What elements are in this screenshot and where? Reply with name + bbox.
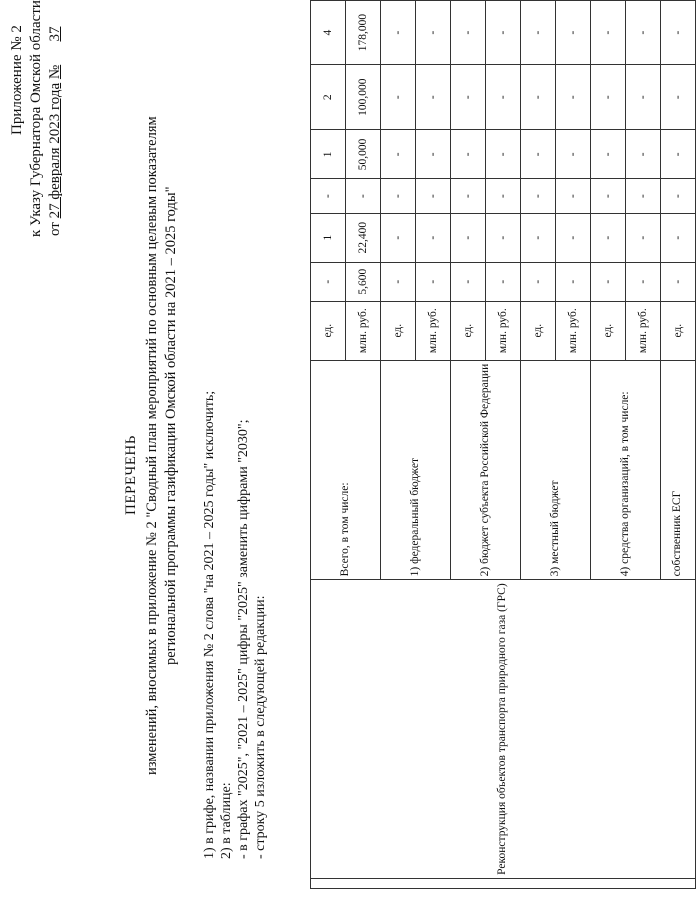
value-cell: - (591, 1, 626, 65)
value-cell: - (451, 1, 486, 65)
unit-cell: ед. (591, 301, 626, 360)
appendix-number-label: № (47, 64, 63, 80)
value-cell: - (381, 130, 416, 179)
value-cell: - (521, 179, 556, 213)
funding-source-label: Всего, в том числе: (311, 360, 381, 580)
value-cell: - (591, 262, 626, 301)
value-cell: - (521, 213, 556, 262)
value-cell: - (661, 179, 696, 213)
value-cell: - (416, 179, 451, 213)
value-cell: - (346, 179, 381, 213)
unit-cell: млн. руб. (556, 301, 591, 360)
value-cell: - (661, 65, 696, 130)
document-title: ПЕРЕЧЕНЬ (123, 435, 139, 515)
value-cell: - (661, 1, 696, 65)
value-cell: - (626, 130, 661, 179)
value-cell: 50,000 (346, 130, 381, 179)
subtitle-line-2: региональной программы газификации Омской области на 2021 – 2025 годы" (163, 186, 179, 665)
value-cell: - (381, 1, 416, 65)
value-cell: - (416, 1, 451, 65)
appendix-line-2: к Указу Губернатора Омской области (28, 0, 44, 237)
value-cell: - (556, 130, 591, 179)
value-cell: - (626, 262, 661, 301)
value-cell: - (521, 65, 556, 130)
value-cell: - (626, 65, 661, 130)
gasification-plan-table (310, 0, 696, 889)
funding-source-label: 4) средства организаций, в том числе: (591, 360, 661, 580)
value-cell: - (591, 65, 626, 130)
appendix-number: 37 (47, 26, 63, 42)
value-cell: - (661, 213, 696, 262)
unit-cell: млн. руб. (416, 301, 451, 360)
value-cell: - (486, 179, 521, 213)
row-number-cell (311, 878, 696, 888)
measure-name-cell: Реконструкция объектов транспорта природного газа (ГРС) (311, 580, 696, 879)
instruction-item-3: - в графах "2025", "2021 – 2025" цифры "2025" заменить цифрами "2030"; (236, 419, 251, 859)
value-cell: 100,000 (346, 65, 381, 130)
unit-cell: ед. (521, 301, 556, 360)
unit-cell: млн. руб. (626, 301, 661, 360)
value-cell: 178,000 (346, 1, 381, 65)
funding-source-label: 1) федеральный бюджет (381, 360, 451, 580)
value-cell: - (381, 262, 416, 301)
unit-cell: млн. руб. (486, 301, 521, 360)
value-cell: - (626, 1, 661, 65)
unit-cell: ед. (381, 301, 416, 360)
value-cell: - (556, 213, 591, 262)
value-cell: - (556, 179, 591, 213)
unit-cell: ед. (661, 301, 696, 360)
value-cell: - (416, 130, 451, 179)
instruction-item-2: 2) в таблице: (219, 782, 234, 859)
value-cell: - (381, 65, 416, 130)
value-cell: - (486, 213, 521, 262)
value-cell: - (626, 179, 661, 213)
value-cell: - (591, 213, 626, 262)
value-cell: - (451, 213, 486, 262)
appendix-line-3 (48, 7, 63, 236)
value-cell: - (416, 65, 451, 130)
value-cell: - (521, 262, 556, 301)
value-cell: 1 (311, 130, 346, 179)
value-cell: - (556, 1, 591, 65)
value-cell: 1 (311, 213, 346, 262)
value-cell: - (381, 213, 416, 262)
value-cell: - (521, 130, 556, 179)
appendix-line-1: Приложение № 2 (9, 25, 25, 135)
value-cell: - (521, 1, 556, 65)
value-cell: - (381, 179, 416, 213)
value-cell: - (486, 130, 521, 179)
appendix-date: 27 февраля 2023 года (47, 82, 63, 219)
value-cell: - (661, 130, 696, 179)
value-cell: - (661, 262, 696, 301)
unit-cell: ед. (451, 301, 486, 360)
value-cell: 4 (311, 1, 346, 65)
appendix-date-prefix: от (47, 222, 63, 236)
funding-source-label: собственник ЕСГ (661, 360, 696, 580)
value-cell: - (451, 179, 486, 213)
funding-source-label: 3) местный бюджет (521, 360, 591, 580)
instruction-item-4: - строку 5 изложить в следующей редакции: (253, 595, 268, 859)
value-cell: - (311, 179, 346, 213)
value-cell: - (556, 262, 591, 301)
value-cell: - (486, 262, 521, 301)
value-cell: - (626, 213, 661, 262)
value-cell: 2 (311, 65, 346, 130)
value-cell: - (591, 130, 626, 179)
funding-source-label: 2) бюджет субъекта Российской Федерации (451, 360, 521, 580)
value-cell: - (486, 1, 521, 65)
value-cell: 22,400 (346, 213, 381, 262)
unit-cell: млн. руб. (346, 301, 381, 360)
value-cell: - (556, 65, 591, 130)
value-cell: - (486, 65, 521, 130)
subtitle-line-1: изменений, вносимых в приложение № 2 "Сводный план мероприятий по основным целевым показателям (144, 116, 160, 775)
value-cell: - (416, 213, 451, 262)
value-cell: - (416, 262, 451, 301)
unit-cell: ед. (311, 301, 346, 360)
value-cell: - (451, 262, 486, 301)
instruction-item-1: 1) в грифе, названии приложения № 2 слова "на 2021 – 2025 годы" исключить; (202, 390, 217, 859)
value-cell: - (591, 179, 626, 213)
table-row (311, 1, 346, 889)
value-cell: 5,600 (346, 262, 381, 301)
value-cell: - (451, 65, 486, 130)
value-cell: - (311, 262, 346, 301)
value-cell: - (451, 130, 486, 179)
